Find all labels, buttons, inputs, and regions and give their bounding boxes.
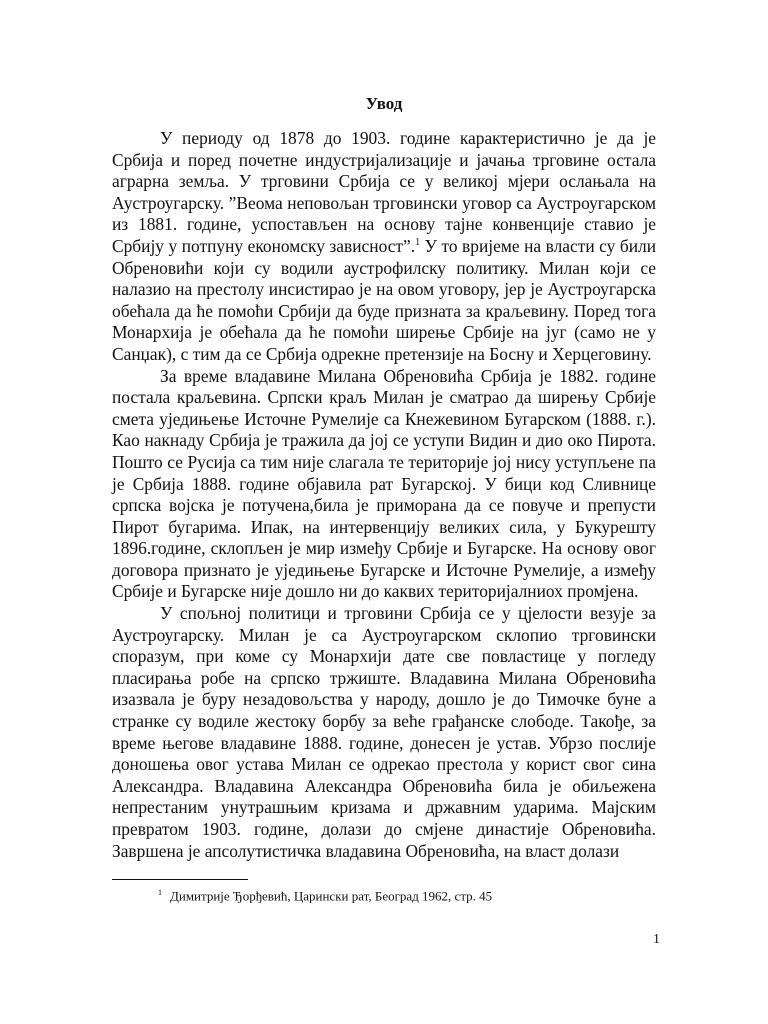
paragraph-3: У спољној политици и трговини Србија се у цјелости везује за Аустроугарску. Милан је са Аустроугарском склопио трговински споразум, при коме су Монархији дате све повластице у погледу пласирања робе на српско тржиште. Владавина Милана Обреновића изазвала је буру незадовољства у народу, дошло је до Тимочке буне а странке су водиле жестоку борбу за веће грађанске слободе. Такође, за време његове владавине 1888. године, донесен је устав. Убрзо послије доношења овог устава Милан се одрекао престола у корист свог сина Александра. Владавина Александра Обреновића била је обиљежена непрестаним унутрашњим кризама и државним ударима. Мајским превратом 1903. године, долази до смјене династије Обреновића. Завршена је апсолутистичка владавина Обреновића, на власт долази: [112, 603, 656, 861]
paragraph-1-text-continued: У то вријеме на власти су били Обреновићи који су водили аустрофилску политику. Милан који се налазио на престолу инсистирао је на овом уговору, јер је Аустроугарска обећала да ће помоћи Србији да буде призната за краљевину. Поред тога Монархија је обећала да ће помоћи ширење Србије на југ (само не у Санџак), с тим да се Србија одрекне претензије на Босну и Херцеговину.: [112, 235, 657, 364]
footnote-mark: 1: [158, 888, 162, 897]
footnote-separator: [112, 879, 248, 880]
paragraph-1-text: У периоду од 1878 до 1903. године карактеристично је да је Србија и поред почетне индустријализације и јачања трговине остала аграрна земља. У трговини Србија се у великој мјери ослањала на Аустроугарску. ”Веома неповољан трговински уговор са Аустроугарском из 1881. године, успостављен на основу тајне конвенције ставио је Србију у потпуну економску зависност”.: [112, 128, 656, 256]
paragraph-2: За време владавине Милана Обреновића Србија је 1882. године постала краљевина. Српски краљ Милан је сматрао да ширењу Србије смета уједињење Источне Румелије са Кнежевином Бугарском (1888. г.). Као накнаду Србија је тражила да јој се уступи Видин и дио око Пирота. Пошто се Русија са тим није слагала те територије јој нису уступљене па је Србија 1888. године објавила рат Бугарској. У бици код Сливнице српска војска је потучена,била је приморана да се повуче и препусти Пирот бугарима. Ипак, на интервенцију великих сила, у Букурешту 1896.године, склопљен је мир између Србије и Бугарске. На основу овог договора признато је уједињење Бугарске и Источне Румелије, а између Србије и Бугарске није дошло ни до каквих територијалниох промјена.: [112, 365, 656, 602]
footnote-reference: 1: [415, 237, 421, 249]
page-number: 1: [653, 932, 660, 947]
footnote: [158, 885, 492, 904]
paragraph-1: [112, 128, 656, 366]
page-title: Увод: [365, 94, 403, 113]
footnote-text: Димитрије Ђорђевић, Царински рат, Београд 1962, стр. 45: [170, 888, 493, 904]
body-text: [112, 128, 656, 862]
